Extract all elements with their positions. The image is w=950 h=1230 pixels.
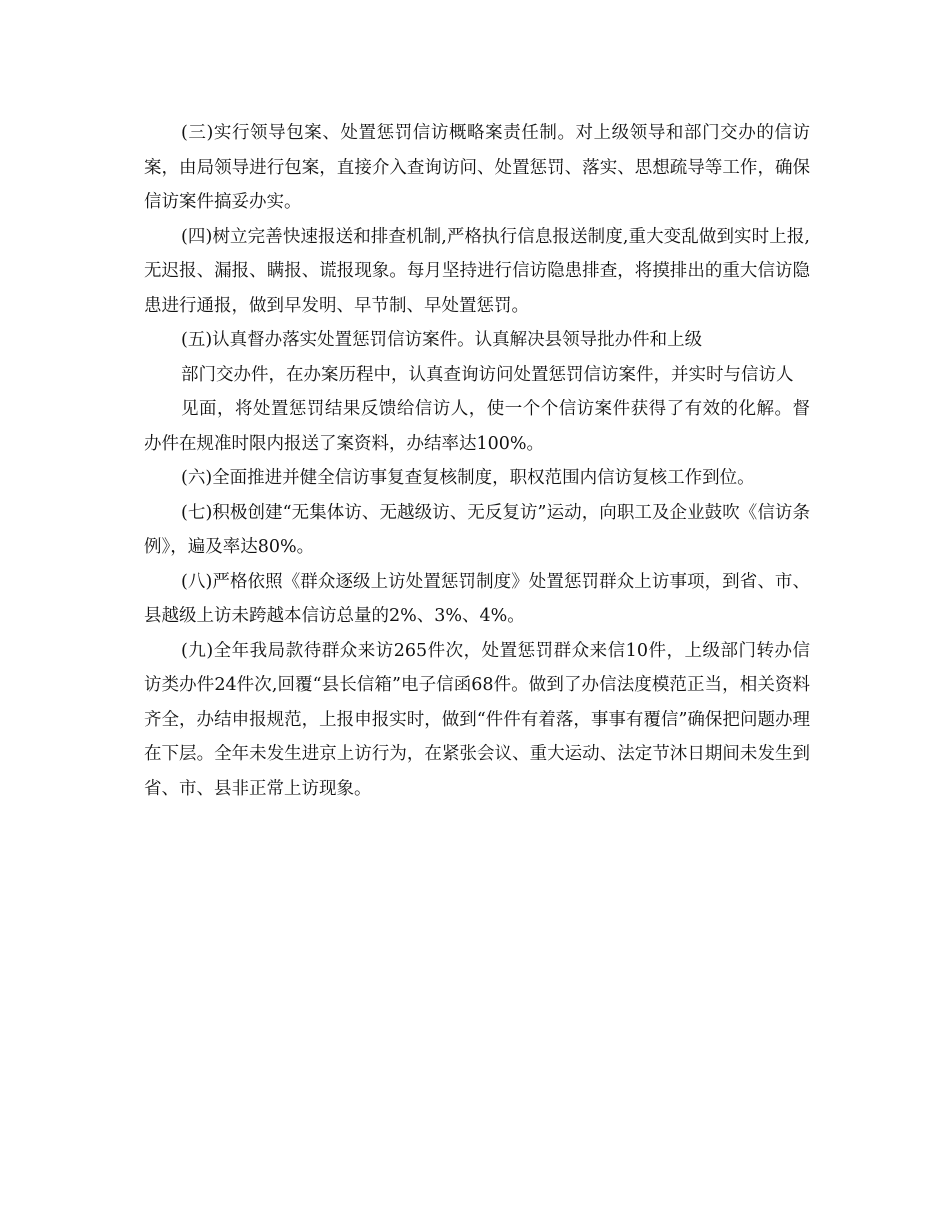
paragraph-7-campaign: (七)积极创建“无集体访、无越级访、无反复访”运动，向职工及企业鼓吹《信访条例》，遍及率达80%。 [144,502,810,557]
paragraph-5-continued: 部门交办件，在办案历程中，认真查询访问处置惩罚信访案件，并实时与信访人 [181,364,794,385]
paragraph-3-leadership-responsibility: (三)实行领导包案、处置惩罚信访概略案责任制。对上级领导和部门交办的信访案，由局领导进行包案，直接介入查询访问、处置惩罚、落实、思想疏导等工作，确保信访案件搞妥办实。 [144,123,810,212]
paragraph-5-feedback: 见面，将处置惩罚结果反馈给信访人，使一个个信访案件获得了有效的化解。督办件在规准时限内报送了案资料，办结率达100%。 [144,399,810,454]
document-body [144,116,810,806]
paragraph-8-petition-rules: (八)严格依照《群众逐级上访处置惩罚制度》处置惩罚群众上访事项，到省、市、县越级上访未跨越本信访总量的2%、3%、4%。 [144,571,810,626]
paragraph-4-reporting-mechanism: (四)树立完善快速报送和排查机制,严格执行信息报送制度,重大变乱做到实时上报,无迟报、漏报、瞒报、谎报现象。每月坚持进行信访隐患排查，将摸排出的重大信访隐患进行通报，做到早发明、早节制、早处置惩罚。 [144,226,810,316]
paragraph-6-review-system: (六)全面推进并健全信访事复查复核制度，职权范围内信访复核工作到位。 [181,468,755,488]
paragraph-5-supervision: (五)认真督办落实处置惩罚信访案件。认真解决县领导批办件和上级 [181,330,703,350]
paragraph-9-annual-summary: (九)全年我局款待群众来访265件次，处置惩罚群众来信10件，上级部门转办信访类办件24件次,回覆“县长信箱”电子信函68件。做到了办信法度模范正当，相关资料齐全，办结申报规范，上报申报实时，做到“件件有着落，事事有覆信”确保把问题办理在下层。全年未发生进京上访行为，在紧张会议、重大运动、法定节沐日期间未发生到省、市、县非正常上访现象。 [144,640,810,799]
